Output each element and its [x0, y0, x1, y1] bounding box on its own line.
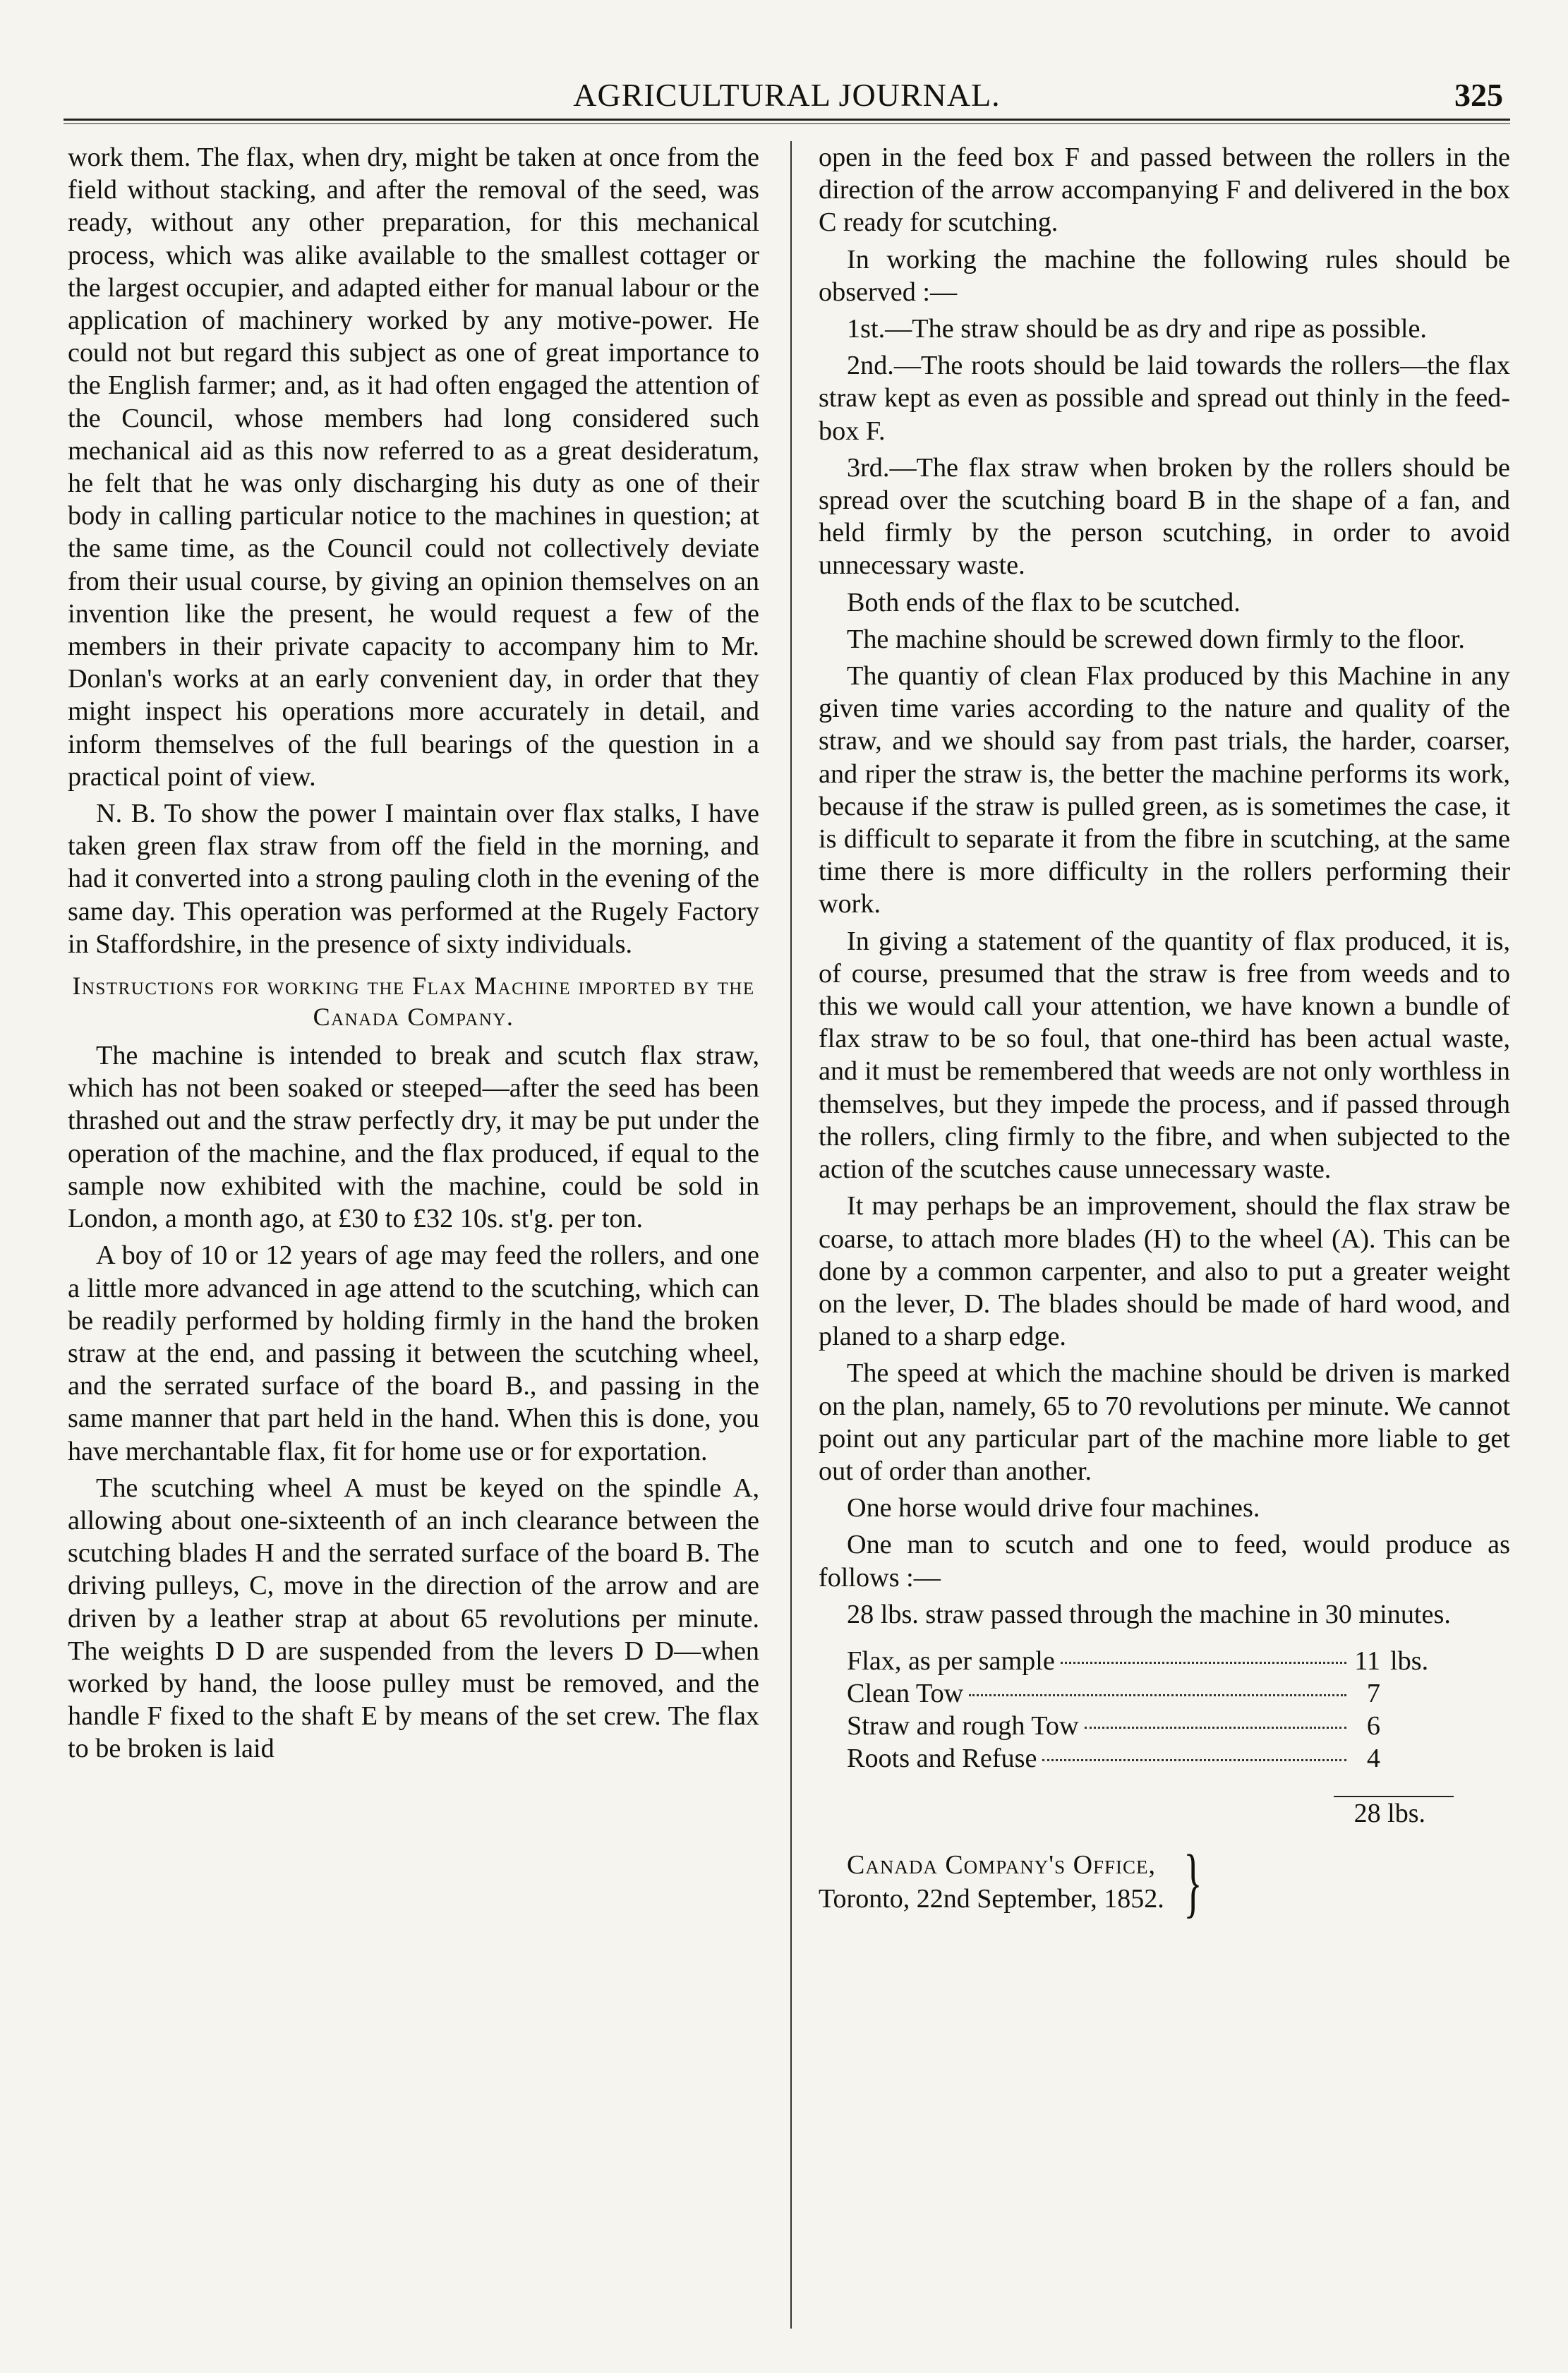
yield-label: Flax, as per sample [847, 1646, 1055, 1676]
left-column [68, 141, 759, 1770]
paragraph: One horse would drive four machines. [847, 1493, 1260, 1523]
yield-value: 11 [1354, 1646, 1380, 1676]
page-number: 325 [1454, 77, 1503, 113]
running-head: AGRICULTURAL JOURNAL. [573, 77, 1001, 113]
paragraph: N. B. To show the power I maintain over flax stalks, I have taken green flax straw from off the field in the morning, and had it converted into a strong pauling cloth in the evening of the same day. This operation was performed at the Rugely Factory in Staffordshire, in the presence of sixty individuals. [68, 799, 759, 959]
paragraph: The speed at which the machine should be driven is marked on the plan, namely, 65 to 70 revolutions per minute. We cannot point out any particular part of the machine more liable to get out of order than another. [819, 1358, 1510, 1486]
rule-item: 2nd.—The roots should be laid towards the rollers—the flax straw kept as even as possible and spread out thinly in the feed-box F. [819, 351, 1510, 446]
yield-row [847, 1710, 1454, 1742]
signature-text [819, 1848, 1164, 1916]
paragraph: A boy of 10 or 12 years of age may feed the rollers, and one a little more advanced in age attend to the scutching, which can be readily performed by holding firmly in the hand the broken straw at the end, and passing it between the scutching wheel, and the serrated surface of the board B., and passing in the same manner that part held in the hand. When this is done, you have merchantable flax, fit for home use or for exportation. [68, 1240, 759, 1466]
yield-value: 4 [1366, 1743, 1380, 1773]
yield-table [847, 1645, 1454, 1830]
signature-place-date: Toronto, 22nd September, 1852. [819, 1884, 1164, 1914]
column-divider [790, 141, 792, 2329]
leader-dots [1061, 1662, 1346, 1664]
paragraph: In working the machine the following rules should be observed :— [819, 244, 1510, 307]
yield-value: 6 [1366, 1710, 1380, 1741]
yield-value: 7 [1366, 1678, 1380, 1708]
yield-label: Straw and rough Tow [847, 1710, 1079, 1741]
yield-label: Roots and Refuse [847, 1743, 1037, 1773]
yield-row [847, 1677, 1454, 1710]
header-rule [64, 119, 1510, 124]
leader-dots [969, 1694, 1346, 1696]
paragraph: Both ends of the flax to be scutched. [847, 587, 1241, 617]
paragraph: work them. The flax, when dry, might be taken at once from the field without stacking, and after the removal of the seed, was ready, without any other preparation, for this mechanical process, which was alike available to the smallest cottager or the largest occupier, and adapted either for manual labour or the application of machinery worked by any motive-power. He could not but regard this subject as one of great importance to the English farmer; and, as it had often engaged the attention of the Council, whose members had long considered such mechanical aid as this now referred to as a great desideratum, he felt that he was only discharging his duty as one of their body in calling particular notice to the machines in question; at the same time, as the Council could not collectively deviate from their usual course, by giving an opinion themselves on an invention like the present, he would request a few of the members in their private capacity to accompany him to Mr. Donlan's works at an early convenient day, in order that they might inspect his operations more accurately in detail, and inform themselves of the full bearings of the question in a practical point of view. [68, 143, 759, 792]
paragraph: It may perhaps be an improvement, should the flax straw be coarse, to attach more blades (H) to the wheel (A). This can be done by a common carpenter, and also to put a greater weight on the lever, D. The blades should be made of hard wood, and planed to a sharp edge. [819, 1191, 1510, 1352]
rule-item: 1st.—The straw should be as dry and ripe as possible. [847, 314, 1427, 344]
yield-row [847, 1645, 1454, 1677]
paragraph: 28 lbs. straw passed through the machine in 30 minutes. [847, 1599, 1451, 1629]
paragraph: In giving a statement of the quantity of flax produced, it is, of course, presumed that the straw is free from weeds and to this we would call your attention, we have known a bundle of flax straw to be so foul, that one-third has been actual waste, and it must be remembered that weeds are not only worthless in themselves, but they impede the process, and if passed through the rollers, cling firmly to the fibre, and when subjected to the action of the scutches cause unnecessary waste. [819, 926, 1510, 1185]
paragraph: The quantiy of clean Flax produced by this Machine in any given time varies according to the nature and quality of the straw, and we should say from past trials, the harder, coarser, and riper the straw is, the better the machine performs its work, because if the straw is pulled green, as is sometimes the case, it is difficult to separate it from the fibre in scutching, at the same time there is more difficulty in the rollers performing their work. [819, 661, 1510, 919]
paragraph: The machine should be screwed down firmly to the floor. [847, 624, 1465, 654]
paragraph: The machine is intended to break and scutch flax straw, which has not been soaked or steeped—after the seed has been thrashed out and the straw perfectly dry, it may be put under the operation of the machine, and the flax produced, if equal to the sample now exhibited with the machine, could be sold in London, a month ago, at £30 to £32 10s. st'g. per ton. [68, 1041, 759, 1234]
section-title: Instructions for working the Flax Machine imported by the Canada Company. [72, 972, 755, 1032]
signature-office: Canada Company's Office, [847, 1850, 1157, 1880]
yield-unit: lbs. [1390, 1646, 1429, 1676]
paragraph: The scutching wheel A must be keyed on the spindle A, allowing about one-sixteenth of an inch clearance between the scutching blades H and the serrated surface of the board B. The driving pulleys, C, move in the direction of the arrow and are driven by a leather strap at about 65 revolutions per minute. The weights D D are suspended from the levers D D—when worked by hand, the loose pulley must be removed, and the handle F fixed to the shaft E by means of the set crew. The flax to be broken is laid [68, 1473, 759, 1764]
yield-total: 28 lbs. [1353, 1798, 1425, 1828]
yield-label: Clean Tow [847, 1678, 964, 1708]
rule-item: 3rd.—The flax straw when broken by the rollers should be spread over the scutching board B in the shape of a fan, and held firmly by the person scutching, in order to avoid unnecessary waste. [819, 452, 1510, 581]
right-column [819, 141, 1510, 1926]
yield-row [847, 1742, 1454, 1775]
signature-block [819, 1839, 1510, 1926]
brace-glyph: } [1183, 1839, 1202, 1926]
leader-dots [1085, 1727, 1346, 1729]
paragraph: One man to scutch and one to feed, would produce as follows :— [819, 1530, 1510, 1593]
leader-dots [1042, 1759, 1346, 1761]
paragraph: open in the feed box F and passed between the rollers in the direction of the arrow accompanying F and delivered in the box C ready for scutching. [819, 143, 1510, 238]
